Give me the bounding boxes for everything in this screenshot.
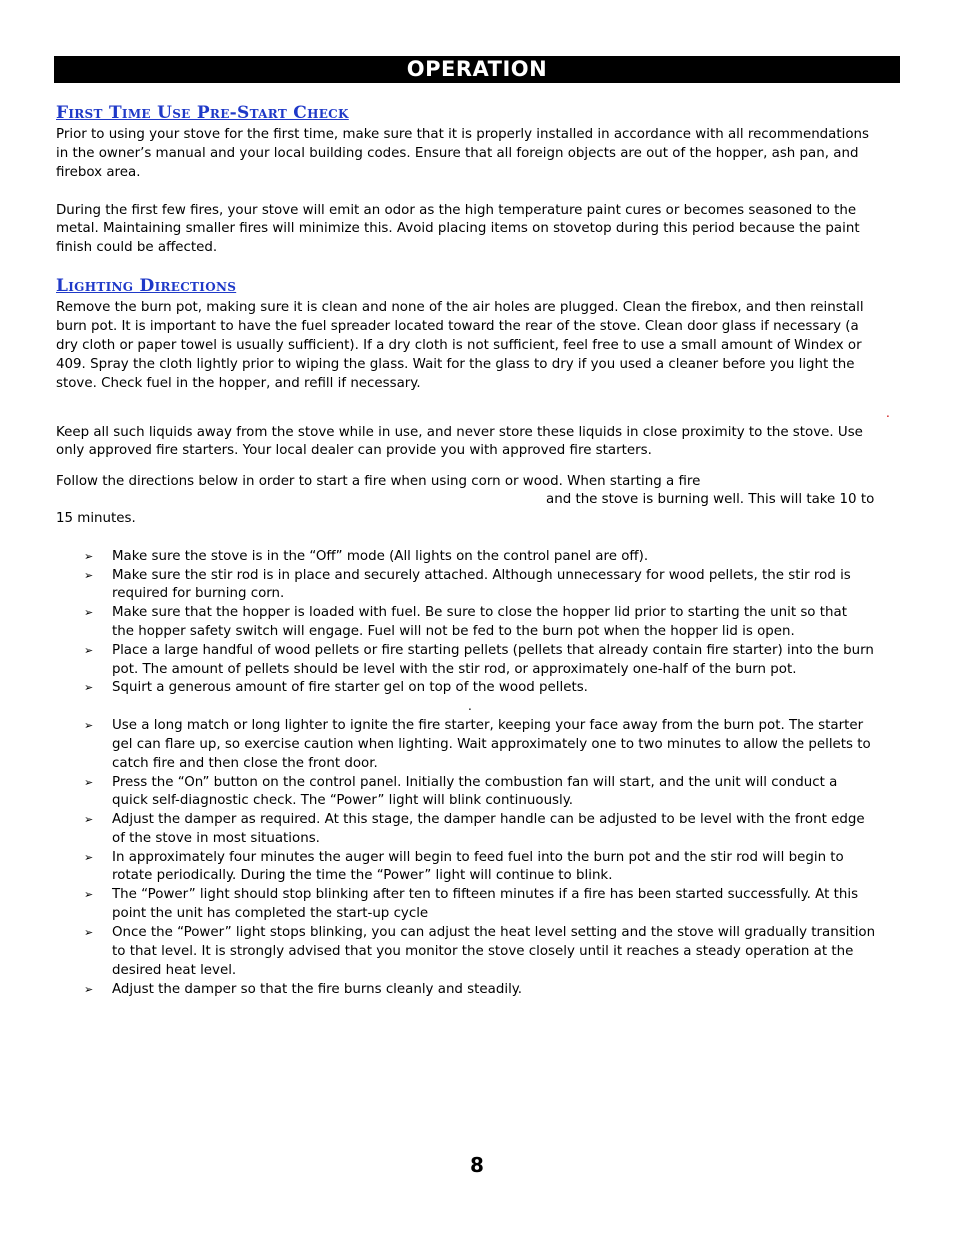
- paragraph-line: finish could be affected.: [56, 240, 218, 255]
- bullet-item-line: pot. The amount of pellets should be level with the stir rod, or approximately one-half of the burn pot.: [112, 662, 797, 677]
- page-number: 8: [470, 1153, 484, 1177]
- arrow-bullet-icon: ➢: [84, 851, 94, 864]
- paragraph-line: and the stove is burning well. This will take 10 to: [546, 492, 875, 507]
- paragraph-line: burn pot. It is important to have the fuel spreader located toward the rear of the stove. Clean door glass if necessary (a: [56, 319, 859, 334]
- arrow-bullet-icon: ➢: [84, 926, 94, 939]
- bullet-item-line: rotate periodically. During the time the “Power” light will continue to blink.: [112, 868, 613, 883]
- paragraph-line: stove. Check fuel in the hopper, and refill if necessary.: [56, 376, 421, 391]
- arrow-bullet-icon: ➢: [84, 644, 94, 657]
- bullet-item-line: required for burning corn.: [112, 586, 285, 601]
- paragraph-line: 15 minutes.: [56, 511, 136, 526]
- bullet-item-line: Adjust the damper so that the fire burns cleanly and steadily.: [112, 982, 523, 997]
- bullet-item-line: Make sure the stir rod is in place and securely attached. Although unnecessary for wood pellets, the stir rod is: [112, 568, 851, 583]
- bullet-item-line: desired heat level.: [112, 963, 237, 978]
- bullet-item-line: Press the “On” button on the control panel. Initially the combustion fan will start, and the unit will conduct a: [112, 775, 838, 790]
- bullet-item-line: Squirt a generous amount of fire starter gel on top of the wood pellets.: [112, 680, 588, 695]
- arrow-bullet-icon: ➢: [84, 719, 94, 732]
- paragraph-line: Keep all such liquids away from the stove while in use, and never store these liquids in close proximity to the stove. Use: [56, 425, 863, 440]
- bullet-item-line: Adjust the damper as required. At this stage, the damper handle can be adjusted to be level with the front edge: [112, 812, 865, 827]
- bullet-item-line: the hopper safety switch will engage. Fuel will not be fed to the burn pot when the hopper lid is open.: [112, 624, 795, 639]
- paragraph-line: 409. Spray the cloth lightly prior to wiping the glass. Wait for the glass to dry if you used a cleaner before you light the: [56, 357, 855, 372]
- red-period-mark: .: [886, 406, 890, 420]
- bullet-item-line: In approximately four minutes the auger will begin to feed fuel into the burn pot and the stir rod will begin to: [112, 850, 844, 865]
- bullet-item-line: Once the “Power” light stops blinking, you can adjust the heat level setting and the stove will gradually transition: [112, 925, 876, 940]
- paragraph-line: During the first few fires, your stove will emit an odor as the high temperature paint cures or becomes seasoned to the: [56, 203, 857, 218]
- heading-first-time-use: First Time Use Pre-Start Check: [56, 103, 349, 123]
- arrow-bullet-icon: ➢: [84, 569, 94, 582]
- paragraph-line: Follow the directions below in order to start a fire when using corn or wood. When starting a fire: [56, 474, 701, 489]
- bullet-item-line: quick self-diagnostic check. The “Power” light will blink continuously.: [112, 793, 574, 808]
- bullet-item-line: Make sure that the hopper is loaded with fuel. Be sure to close the hopper lid prior to starting the unit so that: [112, 605, 847, 620]
- bullet-item-line: of the stove in most situations.: [112, 831, 320, 846]
- bullet-item-line: point the unit has completed the start-up cycle: [112, 906, 429, 921]
- bullet-item-line: to that level. It is strongly advised that you monitor the stove closely until it reaches a steady operation at the: [112, 944, 854, 959]
- paragraph-line: only approved fire starters. Your local dealer can provide you with approved fire starters.: [56, 443, 652, 458]
- section-banner: OPERATION: [54, 56, 900, 83]
- arrow-bullet-icon: ➢: [84, 776, 94, 789]
- bullet-item-line: Make sure the stove is in the “Off” mode (All lights on the control panel are off).: [112, 549, 649, 564]
- arrow-bullet-icon: ➢: [84, 813, 94, 826]
- stray-period-mark: .: [468, 699, 472, 713]
- bullet-item-line: Place a large handful of wood pellets or fire starting pellets (pellets that already contain fire starter) into the burn: [112, 643, 874, 658]
- bullet-item-line: The “Power” light should stop blinking after ten to fifteen minutes if a fire has been started successfully. At this: [112, 887, 859, 902]
- heading-lighting-directions: Lighting Directions: [56, 276, 237, 296]
- paragraph-line: metal. Maintaining smaller fires will minimize this. Avoid placing items on stovetop during this period because the paint: [56, 221, 860, 236]
- arrow-bullet-icon: ➢: [84, 681, 94, 694]
- arrow-bullet-icon: ➢: [84, 888, 94, 901]
- bullet-item-line: catch fire and then close the front door.: [112, 756, 378, 771]
- bullet-item-line: Use a long match or long lighter to ignite the fire starter, keeping your face away from the burn pot. The starter: [112, 718, 864, 733]
- paragraph-line: in the owner’s manual and your local building codes. Ensure that all foreign objects are out of the hopper, ash pan, and: [56, 146, 859, 161]
- paragraph-line: Prior to using your stove for the first time, make sure that it is properly installed in accordance with all recommendations: [56, 127, 870, 142]
- paragraph-line: dry cloth or paper towel is usually sufficient). If a dry cloth is not sufficient, feel free to use a small amount of Windex or: [56, 338, 862, 353]
- arrow-bullet-icon: ➢: [84, 550, 94, 563]
- arrow-bullet-icon: ➢: [84, 983, 94, 996]
- paragraph-line: firebox area.: [56, 165, 141, 180]
- arrow-bullet-icon: ➢: [84, 606, 94, 619]
- bullet-item-line: gel can flare up, so exercise caution when lighting. Wait approximately one to two minutes to allow the pellets to: [112, 737, 871, 752]
- paragraph-line: Remove the burn pot, making sure it is clean and none of the air holes are plugged. Clean the firebox, and then reinstall: [56, 300, 864, 315]
